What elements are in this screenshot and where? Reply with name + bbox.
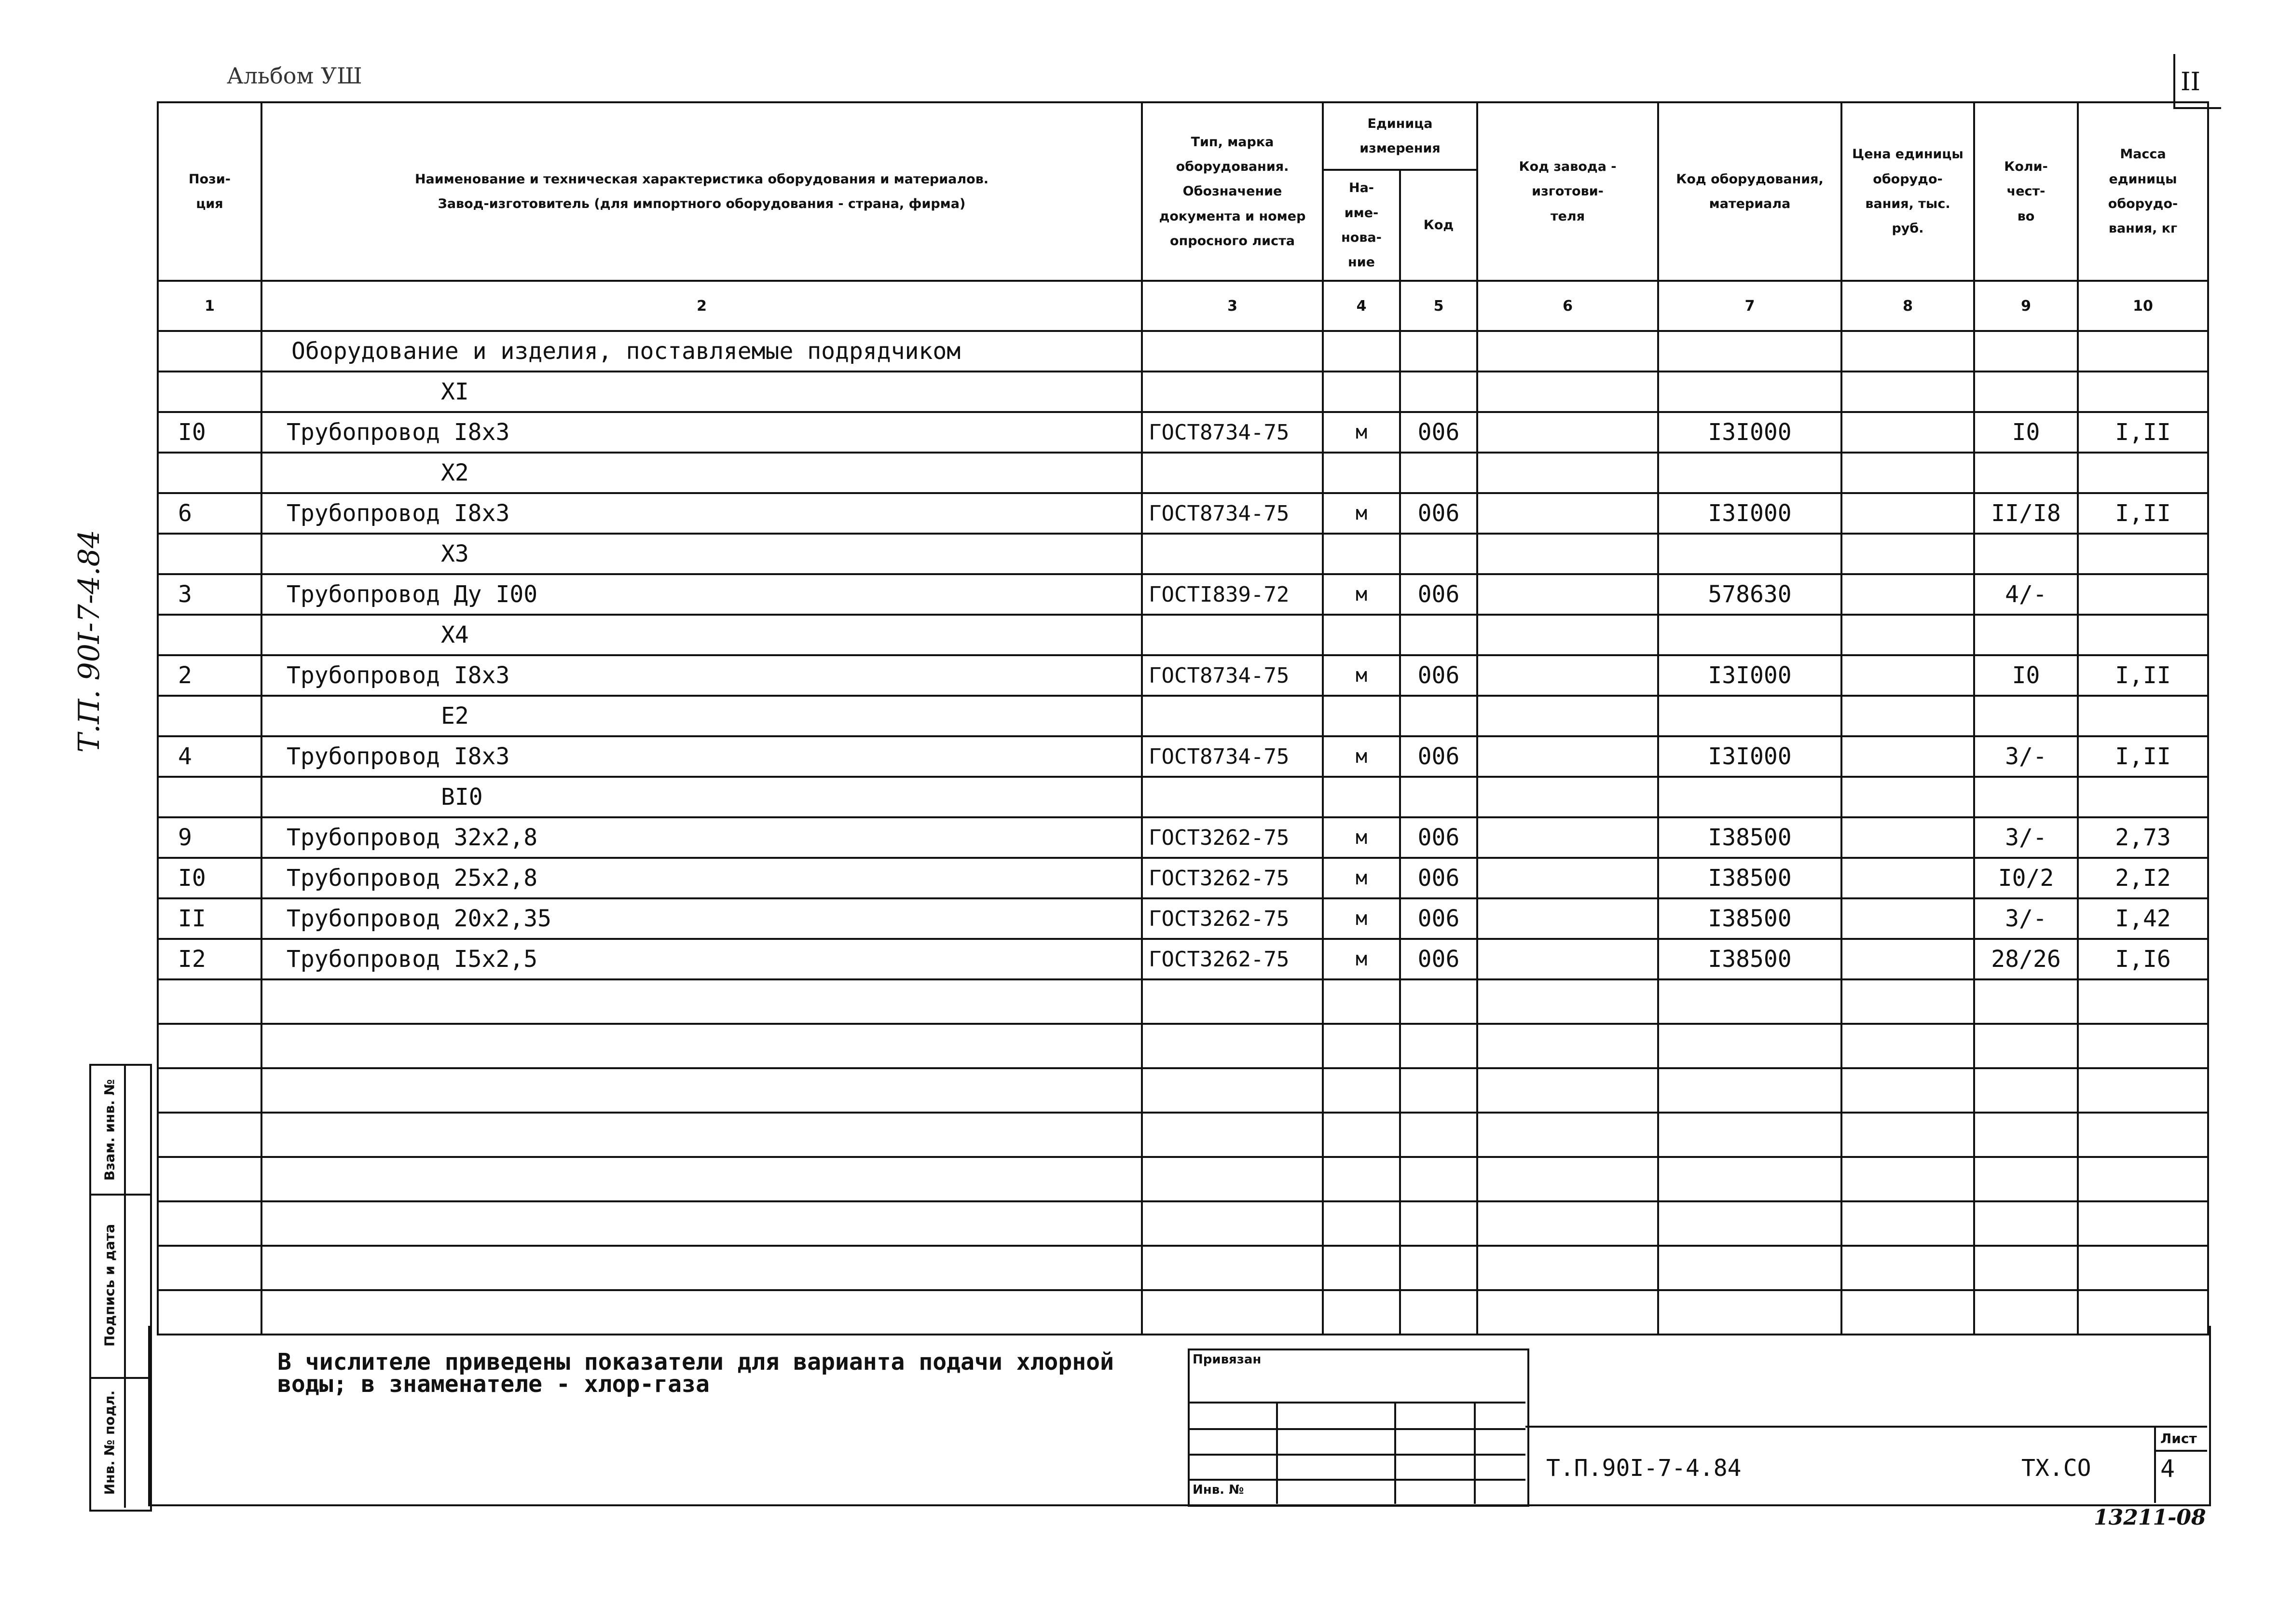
cell-unit: м (1323, 858, 1400, 898)
empty-cell (1323, 1246, 1400, 1290)
cell-doc: ГОСТ8734-75 (1142, 655, 1323, 696)
cell-unit-code (1400, 534, 1477, 574)
cell-doc: ГОСТ3262-75 (1142, 898, 1323, 939)
cell-doc (1142, 777, 1323, 817)
section-row (158, 534, 2208, 574)
table-cell (1841, 331, 1974, 372)
cell-unit (1323, 372, 1400, 412)
cell-quantity: 3/- (1974, 898, 2078, 939)
table-row (158, 574, 2208, 615)
cell-unit-code: 006 (1400, 736, 1477, 777)
empty-row (158, 979, 2208, 1024)
cell-quantity (1974, 615, 2078, 655)
title-line (2154, 1450, 2207, 1452)
cell-position (158, 453, 261, 493)
cell-name: X4 (261, 615, 1142, 655)
cell-position: 4 (158, 736, 261, 777)
empty-cell (1142, 979, 1323, 1024)
empty-cell (1142, 1024, 1323, 1068)
cell-unit-code (1400, 615, 1477, 655)
cell-material-code: I3I000 (1658, 493, 1841, 534)
cell-unit: м (1323, 412, 1400, 453)
empty-cell (1400, 1068, 1477, 1113)
empty-cell (1841, 979, 1974, 1024)
cell-doc (1142, 453, 1323, 493)
empty-cell (1142, 1246, 1323, 1290)
empty-cell (1477, 1201, 1658, 1246)
empty-cell (1974, 1024, 2078, 1068)
cell-mass (2078, 534, 2208, 574)
cell-price (1841, 736, 1974, 777)
cell-unit-code: 006 (1400, 655, 1477, 696)
col-header-unit-group: Единица измерения (1323, 102, 1477, 170)
cell-mass (2078, 453, 2208, 493)
cell-quantity: I0/2 (1974, 858, 2078, 898)
empty-cell (158, 1024, 261, 1068)
table-cell (1974, 331, 2078, 372)
empty-row (158, 1068, 2208, 1113)
empty-cell (1974, 1157, 2078, 1201)
empty-cell (1142, 1068, 1323, 1113)
cell-price (1841, 412, 1974, 453)
table-row (158, 412, 2208, 453)
stamp-label: Подпись и дата (101, 1224, 118, 1347)
empty-row (158, 1157, 2208, 1201)
side-doc-code: Т.П. 90I-7-4.84 (72, 530, 106, 753)
table-cell (1400, 331, 1477, 372)
document-code: Т.П.90I-7-4.84 (1546, 1455, 1742, 1482)
empty-row (158, 1246, 2208, 1290)
binding-line (1394, 1402, 1396, 1504)
empty-cell (1841, 1246, 1974, 1290)
cell-quantity: 3/- (1974, 817, 2078, 858)
table-row (158, 736, 2208, 777)
cell-unit-code: 006 (1400, 817, 1477, 858)
col-num: 4 (1323, 281, 1400, 331)
cell-price (1841, 574, 1974, 615)
cell-mass: I,II (2078, 655, 2208, 696)
empty-cell (1142, 1113, 1323, 1157)
empty-cell (2078, 1024, 2208, 1068)
cell-plant-code (1477, 898, 1658, 939)
cell-position: I0 (158, 412, 261, 453)
cell-unit: м (1323, 574, 1400, 615)
cell-material-code (1658, 696, 1841, 736)
section-row (158, 777, 2208, 817)
cell-doc: ГОСТ3262-75 (1142, 939, 1323, 979)
cell-unit-code: 006 (1400, 939, 1477, 979)
cell-doc: ГОСТ3262-75 (1142, 817, 1323, 858)
empty-cell (2078, 1113, 2208, 1157)
empty-cell (1841, 1201, 1974, 1246)
cell-plant-code (1477, 817, 1658, 858)
empty-cell (1658, 1068, 1841, 1113)
cell-unit-code: 006 (1400, 858, 1477, 898)
cell-quantity (1974, 534, 2078, 574)
cell-name: X3 (261, 534, 1142, 574)
cell-position: 9 (158, 817, 261, 858)
empty-cell (1477, 1246, 1658, 1290)
empty-cell (1323, 1113, 1400, 1157)
table-row (158, 939, 2208, 979)
empty-cell (1658, 1246, 1841, 1290)
col-header-name: Наименование и техническая характеристика оборудования и материалов. Завод-изготовитель (для импортного оборудования - страна, фирма) (261, 102, 1142, 281)
empty-cell (158, 1157, 261, 1201)
cell-doc (1142, 534, 1323, 574)
cell-mass: I,II (2078, 412, 2208, 453)
empty-cell (2078, 1246, 2208, 1290)
empty-cell (261, 1113, 1142, 1157)
cell-plant-code (1477, 372, 1658, 412)
cell-position: I0 (158, 858, 261, 898)
cell-price (1841, 493, 1974, 534)
empty-cell (1400, 1113, 1477, 1157)
cell-position (158, 372, 261, 412)
archive-number: 13211-08 (2094, 1505, 2206, 1530)
cell-unit-code: 006 (1400, 412, 1477, 453)
cell-mass: I,42 (2078, 898, 2208, 939)
cell-plant-code (1477, 574, 1658, 615)
cell-name: BI0 (261, 777, 1142, 817)
cell-mass: I,I6 (2078, 939, 2208, 979)
cell-position: 6 (158, 493, 261, 534)
empty-cell (1974, 1113, 2078, 1157)
cell-material-code (1658, 453, 1841, 493)
table-cell (1142, 331, 1323, 372)
empty-cell (1974, 1246, 2078, 1290)
cell-mass (2078, 777, 2208, 817)
cell-name: XI (261, 372, 1142, 412)
section-title: Оборудование и изделия, поставляемые подрядчиком (261, 331, 1142, 372)
cell-plant-code (1477, 453, 1658, 493)
cell-unit (1323, 696, 1400, 736)
cell-plant-code (1477, 858, 1658, 898)
cell-material-code (1658, 534, 1841, 574)
col-header-material-code: Код оборудования, материала (1658, 102, 1841, 281)
empty-cell (158, 1113, 261, 1157)
table-cell (1323, 331, 1400, 372)
cell-name: Трубопровод I5x2,5 (261, 939, 1142, 979)
cell-unit: м (1323, 817, 1400, 858)
empty-cell (261, 1246, 1142, 1290)
cell-unit (1323, 777, 1400, 817)
cell-name: Трубопровод I8x3 (261, 493, 1142, 534)
cell-mass (2078, 615, 2208, 655)
cell-material-code: I38500 (1658, 939, 1841, 979)
cell-material-code: I38500 (1658, 817, 1841, 858)
cell-price (1841, 777, 1974, 817)
empty-cell (2078, 1157, 2208, 1201)
cell-price (1841, 858, 1974, 898)
empty-cell (1323, 1068, 1400, 1113)
table-row (158, 858, 2208, 898)
cell-doc (1142, 696, 1323, 736)
col-header-mass: Масса единицы оборудо- вания, кг (2078, 102, 2208, 281)
table-cell (1658, 331, 1841, 372)
cell-unit (1323, 453, 1400, 493)
col-header-unit-code: Код (1400, 170, 1477, 281)
cell-position (158, 777, 261, 817)
cell-doc: ГОСТ3262-75 (1142, 858, 1323, 898)
cell-unit (1323, 615, 1400, 655)
cell-name: Трубопровод Ду I00 (261, 574, 1142, 615)
inventory-label: Инв. № (1193, 1483, 1244, 1497)
cell-material-code: I3I000 (1658, 412, 1841, 453)
col-num: 5 (1400, 281, 1477, 331)
cell-quantity: I0 (1974, 655, 2078, 696)
specification-table (157, 101, 2209, 1335)
cell-unit-code (1400, 696, 1477, 736)
empty-cell (1400, 979, 1477, 1024)
cell-price (1841, 939, 1974, 979)
empty-cell (1477, 1024, 1658, 1068)
col-num: 2 (261, 281, 1142, 331)
cell-doc: ГОСТ8734-75 (1142, 736, 1323, 777)
cell-mass (2078, 574, 2208, 615)
section-row (158, 615, 2208, 655)
empty-cell (261, 1024, 1142, 1068)
cell-mass (2078, 696, 2208, 736)
empty-cell (1142, 1201, 1323, 1246)
section-row (158, 453, 2208, 493)
col-header-price: Цена единицы оборудо- вания, тыс. руб. (1841, 102, 1974, 281)
cell-unit-code (1400, 453, 1477, 493)
cell-mass (2078, 372, 2208, 412)
table-row (158, 817, 2208, 858)
empty-cell (1142, 1157, 1323, 1201)
cell-price (1841, 817, 1974, 858)
cell-unit-code: 006 (1400, 493, 1477, 534)
cell-position: 3 (158, 574, 261, 615)
empty-cell (261, 979, 1142, 1024)
cell-quantity: 28/26 (1974, 939, 2078, 979)
top-sheet-number: II (2181, 68, 2201, 96)
table-row (158, 655, 2208, 696)
cell-position (158, 696, 261, 736)
cell-plant-code (1477, 655, 1658, 696)
cell-material-code: I3I000 (1658, 736, 1841, 777)
empty-cell (1400, 1157, 1477, 1201)
album-title: Альбом УШ (227, 63, 362, 89)
col-num: 9 (1974, 281, 2078, 331)
binding-line (1474, 1402, 1476, 1504)
col-header-plant-code: Код завода - изготови- теля (1477, 102, 1658, 281)
empty-cell (1477, 1068, 1658, 1113)
cell-plant-code (1477, 736, 1658, 777)
cell-plant-code (1477, 696, 1658, 736)
cell-unit: м (1323, 939, 1400, 979)
cell-name: Трубопровод 25x2,8 (261, 858, 1142, 898)
empty-cell (1658, 1113, 1841, 1157)
empty-cell (1477, 1113, 1658, 1157)
stamp-cell-inventory (91, 1377, 150, 1508)
empty-cell (1658, 1201, 1841, 1246)
cell-unit-code (1400, 777, 1477, 817)
cell-doc (1142, 372, 1323, 412)
cell-name: Трубопровод I8x3 (261, 655, 1142, 696)
cell-unit: м (1323, 493, 1400, 534)
table-body (158, 331, 2208, 1335)
cell-doc: ГОСТ8734-75 (1142, 412, 1323, 453)
col-header-unit-name: На- име- нова- ние (1323, 170, 1400, 281)
cell-unit-code: 006 (1400, 898, 1477, 939)
empty-cell (1841, 1157, 1974, 1201)
empty-cell (1974, 979, 2078, 1024)
cell-position (158, 615, 261, 655)
cell-quantity (1974, 777, 2078, 817)
cell-quantity (1974, 453, 2078, 493)
cell-material-code: I3I000 (1658, 655, 1841, 696)
cell-quantity (1974, 372, 2078, 412)
stamp-label: Инв. № подл. (101, 1390, 118, 1495)
empty-cell (158, 1201, 261, 1246)
cell-quantity: I0 (1974, 412, 2078, 453)
empty-cell (1400, 1246, 1477, 1290)
table-row (158, 493, 2208, 534)
cell-name: Трубопровод I8x3 (261, 412, 1142, 453)
table-cell (1477, 331, 1658, 372)
cell-mass: I,II (2078, 493, 2208, 534)
cell-position: 2 (158, 655, 261, 696)
footnote: В числителе приведены показатели для варианта подачи хлорной воды; в знаменателе - хлор-газа (277, 1349, 1114, 1398)
section-row (158, 696, 2208, 736)
cell-position: I2 (158, 939, 261, 979)
col-num: 7 (1658, 281, 1841, 331)
cell-plant-code (1477, 534, 1658, 574)
cell-unit: м (1323, 655, 1400, 696)
binding-title: Привязан (1193, 1352, 1262, 1367)
empty-cell (2078, 1068, 2208, 1113)
cell-material-code: 578630 (1658, 574, 1841, 615)
cell-price (1841, 898, 1974, 939)
empty-row (158, 1113, 2208, 1157)
cell-quantity: 4/- (1974, 574, 2078, 615)
col-header-position: Пози- ция (158, 102, 261, 281)
title-line (1525, 1426, 2207, 1428)
empty-cell (2078, 979, 2208, 1024)
stamp-cell-signature (91, 1194, 150, 1379)
empty-cell (158, 979, 261, 1024)
empty-cell (158, 1068, 261, 1113)
cell-doc: ГОСТ8734-75 (1142, 493, 1323, 534)
cell-price (1841, 655, 1974, 696)
side-stamp (89, 1064, 152, 1512)
cell-price (1841, 696, 1974, 736)
empty-cell (158, 1246, 261, 1290)
empty-cell (1658, 979, 1841, 1024)
empty-cell (1841, 1068, 1974, 1113)
empty-cell (1974, 1068, 2078, 1113)
stamp-cell-replace (91, 1066, 150, 1196)
cell-material-code: I38500 (1658, 858, 1841, 898)
cell-unit-code: 006 (1400, 574, 1477, 615)
cell-mass: I,II (2078, 736, 2208, 777)
cell-quantity: 3/- (1974, 736, 2078, 777)
cell-price (1841, 615, 1974, 655)
table-cell (2078, 331, 2208, 372)
cell-mass: 2,I2 (2078, 858, 2208, 898)
document-mark: ТХ.СО (2021, 1455, 2091, 1482)
col-header-type: Тип, марка оборудования. Обозначение документа и номер опросного листа (1142, 102, 1323, 281)
title-line (2154, 1426, 2156, 1503)
empty-cell (1400, 1024, 1477, 1068)
empty-row (158, 1024, 2208, 1068)
cell-position (158, 534, 261, 574)
cell-name: Трубопровод 20x2,35 (261, 898, 1142, 939)
cell-material-code (1658, 777, 1841, 817)
cell-material-code (1658, 615, 1841, 655)
empty-cell (1658, 1024, 1841, 1068)
cell-material-code (1658, 372, 1841, 412)
binding-line (1276, 1402, 1278, 1504)
col-num: 8 (1841, 281, 1974, 331)
cell-mass: 2,73 (2078, 817, 2208, 858)
cell-name: X2 (261, 453, 1142, 493)
empty-cell (2078, 1201, 2208, 1246)
empty-cell (1323, 1024, 1400, 1068)
cell-name: Трубопровод 32x2,8 (261, 817, 1142, 858)
empty-row (158, 1201, 2208, 1246)
empty-cell (1323, 1157, 1400, 1201)
cell-plant-code (1477, 493, 1658, 534)
table-cell (158, 331, 261, 372)
cell-plant-code (1477, 615, 1658, 655)
empty-cell (261, 1201, 1142, 1246)
cell-plant-code (1477, 777, 1658, 817)
cell-unit-code (1400, 372, 1477, 412)
empty-cell (261, 1068, 1142, 1113)
cell-unit: м (1323, 898, 1400, 939)
sheet-value: 4 (2160, 1455, 2175, 1483)
empty-cell (1400, 1201, 1477, 1246)
cell-plant-code (1477, 412, 1658, 453)
cell-quantity (1974, 696, 2078, 736)
col-num: 6 (1477, 281, 1658, 331)
empty-cell (1323, 979, 1400, 1024)
col-header-quantity: Коли- чест- во (1974, 102, 2078, 281)
col-num: 10 (2078, 281, 2208, 331)
cell-position: II (158, 898, 261, 939)
cell-unit: м (1323, 736, 1400, 777)
empty-cell (261, 1157, 1142, 1201)
cell-name: E2 (261, 696, 1142, 736)
section-row (158, 372, 2208, 412)
empty-cell (1477, 1157, 1658, 1201)
cell-price (1841, 534, 1974, 574)
empty-cell (1841, 1024, 1974, 1068)
cell-price (1841, 453, 1974, 493)
cell-quantity: II/I8 (1974, 493, 2078, 534)
cell-material-code: I38500 (1658, 898, 1841, 939)
empty-cell (1658, 1157, 1841, 1201)
sheet-label: Лист (2160, 1431, 2197, 1446)
stamp-label: Взам. инв. № (101, 1079, 118, 1181)
cell-doc (1142, 615, 1323, 655)
empty-cell (1841, 1113, 1974, 1157)
empty-cell (1477, 979, 1658, 1024)
col-num: 1 (158, 281, 261, 331)
cell-unit (1323, 534, 1400, 574)
col-num: 3 (1142, 281, 1323, 331)
cell-doc: ГОСТI839-72 (1142, 574, 1323, 615)
empty-cell (1974, 1201, 2078, 1246)
table-row (158, 898, 2208, 939)
cell-name: Трубопровод I8x3 (261, 736, 1142, 777)
cell-price (1841, 372, 1974, 412)
cell-plant-code (1477, 939, 1658, 979)
empty-cell (1323, 1201, 1400, 1246)
